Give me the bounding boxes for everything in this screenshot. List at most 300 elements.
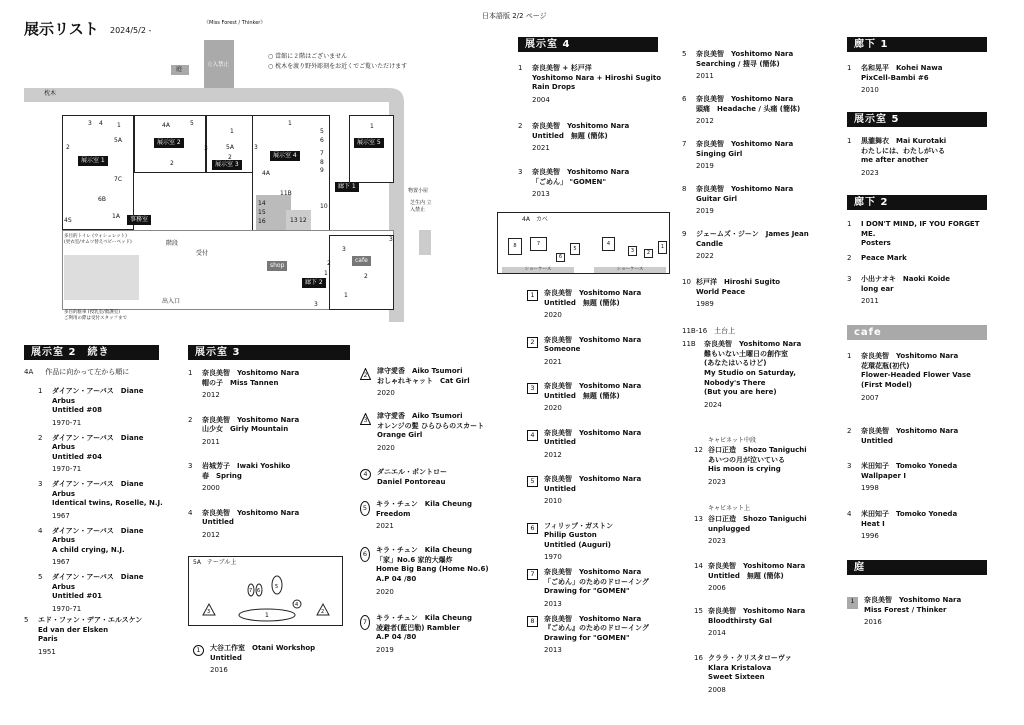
exhibit-title: Freedom [376, 509, 411, 518]
exhibit-title: A child crying, N.J. [52, 545, 125, 554]
exhibit-title: unplugged [708, 524, 751, 533]
exhibit-entry [694, 607, 844, 639]
exhibit-title: Philip Guston Untitled (Auguri) [544, 531, 611, 549]
wall-item: 6 [556, 253, 565, 262]
exhibit-title: Untitled 無題 (簡体) [708, 571, 784, 580]
room2-sub [24, 368, 129, 378]
exhibit-year: 2010 [544, 497, 562, 506]
map-num: 2 [228, 154, 232, 161]
exhibit-artist: 杉戸洋 Hiroshi Sugito [696, 278, 781, 286]
exhibit-year: 2019 [376, 645, 394, 654]
exhibit-title: Candle [696, 239, 724, 248]
map-num: 1 [117, 122, 121, 129]
map-tachi-kinshi: 立入禁止 [207, 62, 230, 68]
wall-item: 7 [530, 237, 547, 251]
exhibit-marker-sq: 4 [527, 430, 538, 441]
exhibit-artist: ジェームズ・ジーン James Jean [696, 230, 809, 238]
map-label-store-note: 芝生内 立入禁止 [410, 200, 432, 213]
map-num: 11B [280, 190, 292, 197]
exhibit-entry [38, 434, 168, 476]
exhibit-title: 春 Spring [202, 471, 242, 480]
exhibit-entry [847, 510, 987, 542]
exhibit-artist: 黒瀧舞衣 Mai Kurotaki [861, 137, 947, 145]
room3-header: 展示室 3 [188, 345, 350, 360]
exhibit-body [696, 140, 832, 172]
exhibit-entry [527, 522, 667, 564]
exhibit-number: 1 [847, 64, 852, 72]
exhibit-number: 14 [694, 562, 703, 570]
exhibit-year: 2012 [202, 530, 220, 539]
exhibit-artist: キラ・チュン Kila Cheung [376, 546, 473, 554]
exhibit-year: 1951 [38, 647, 56, 656]
svg-text:2: 2 [321, 609, 325, 615]
map-num: 2 [66, 144, 70, 151]
exhibit-number: 1 [847, 352, 852, 360]
room5-header: 展示室 5 [847, 112, 987, 127]
exhibit-title: Daniel Pontoreau [377, 477, 446, 486]
exhibit-number: 11B [682, 340, 696, 348]
exhibit-title: Untitled [861, 436, 893, 445]
exhibit-title: Heat I [861, 519, 885, 528]
exhibit-artist: キラ・チュン Kila Cheung [376, 614, 473, 622]
exhibit-body [377, 412, 490, 454]
exhibit-marker-sq: 8 [527, 616, 538, 627]
exhibit-year: 2019 [696, 207, 714, 216]
map-num: 3 [88, 120, 92, 127]
exhibit-entry [518, 64, 668, 106]
showcase-left: ショーケース [502, 267, 574, 273]
svg-text:6: 6 [257, 588, 261, 594]
exhibit-title: 頭痛 Headache / 头痛 (簡体) [696, 104, 801, 113]
cabinet-middle-label: キャビネット中段 [708, 437, 757, 444]
exhibit-body [377, 367, 490, 399]
exhibit-number: 7 [682, 140, 687, 148]
exhibit-artist: 奈良美智 Yoshitomo Nara [532, 122, 630, 130]
exhibit-body [544, 382, 667, 414]
exhibit-body [861, 220, 987, 249]
exhibit-entry [188, 369, 338, 401]
exhibit-body [376, 546, 490, 597]
map-num: 2 [170, 160, 174, 167]
exhibit-artist: 奈良美智 Yoshitomo Nara [202, 415, 300, 424]
exhibit-entry [682, 230, 832, 262]
svg-text:3: 3 [207, 609, 211, 615]
exhibit-marker-sq: 6 [527, 523, 538, 534]
exhibit-body [708, 562, 844, 594]
exhibit-artist: 奈良美智 Yoshitomo Nara [202, 508, 300, 517]
room2-sub-note: 作品に向かって左から順に [45, 368, 130, 376]
exhibit-body [532, 122, 668, 154]
exhibit-artist: 奈良美智 Yoshitomo Nara [202, 369, 300, 377]
exhibit-number: 5 [682, 50, 687, 58]
exhibit-artist: 奈良美智 Yoshitomo Nara [704, 340, 802, 348]
exhibit-entry [360, 367, 490, 399]
map-num: 4 [99, 120, 103, 127]
exhibit-entry [682, 95, 832, 127]
exhibit-title: Ed van der Elsken [38, 625, 109, 634]
exhibit-year: 1967 [52, 511, 70, 520]
exhibit-entry [847, 137, 987, 179]
exhibit-entry [193, 644, 343, 676]
exhibit-title: World Peace [696, 287, 746, 296]
map-label-office: 事務室 [127, 215, 151, 225]
map-label-stairs: 階段 [166, 240, 179, 247]
exhibit-body [544, 429, 667, 461]
exhibit-artist: 岩城芳子 Iwaki Yoshiko [202, 462, 291, 470]
exhibit-number: 8 [682, 185, 687, 193]
map-num: 1 [230, 128, 234, 135]
exhibit-entry [682, 278, 832, 310]
map-num: 5 [190, 120, 194, 127]
exhibit-title: Wallpaper I [861, 471, 906, 480]
exhibit-artist: 谷口正造 Shozo Taniguchi [708, 515, 807, 523]
exhibit-title: Yoshitomo Nara + Hiroshi Sugito Rain Drops [532, 73, 662, 92]
page-title: 展示リスト [24, 20, 99, 38]
exhibit-artist: 奈良美智 Yoshitomo Nara [544, 475, 642, 483]
exhibit-entry [518, 168, 668, 200]
exhibit-year: 1970 [544, 553, 562, 562]
map-num: 15 [258, 209, 266, 216]
map-cafe-area [329, 235, 394, 310]
exhibit-body [52, 527, 168, 569]
exhibit-body [708, 515, 844, 547]
map-num: 10 [320, 203, 328, 210]
exhibit-body [532, 64, 668, 106]
exhibit-entry [38, 573, 168, 615]
exhibit-title: Singing Girl [696, 149, 743, 158]
exhibit-artist: 奈良美智 Yoshitomo Nara [544, 428, 642, 437]
exhibit-title: Identical twins, Roselle, N.J. [52, 499, 163, 508]
exhibit-artist: 奈良美智 Yoshitomo Nara [696, 95, 794, 103]
map-num: 7 [320, 150, 324, 157]
map-num: 14 [258, 200, 266, 207]
section-11b-16: 11B-16 土台上 [682, 327, 736, 335]
exhibit-entry [694, 654, 844, 696]
exhibit-entry [527, 429, 667, 461]
map-label-store: 物置小屋 [408, 188, 429, 194]
map-num: 3 [314, 301, 318, 308]
cabinet-top-label: キャビネット上 [708, 505, 751, 512]
exhibit-entry [527, 615, 667, 657]
date-range: 2024/5/2 - [110, 26, 152, 35]
exhibit-marker-circ: 1 [193, 645, 204, 656]
map-num: 7C [114, 176, 123, 183]
exhibit-year: 2016 [864, 618, 882, 627]
map-num: 2 [327, 260, 331, 267]
exhibit-title: Klara Kristalova Sweet Sixteen [708, 663, 772, 682]
exhibit-body [544, 615, 667, 657]
map-num: 4A [162, 122, 170, 129]
map-note-1: ○ 當館に２階はございません [268, 53, 348, 60]
exhibit-number: 3 [38, 480, 43, 488]
exhibit-year: 2000 [202, 484, 220, 493]
exhibit-entry [360, 468, 490, 487]
svg-text:5: 5 [275, 584, 279, 590]
table-5a-shapes [189, 557, 344, 627]
exhibit-year: 2013 [544, 646, 562, 655]
exhibit-number: 3 [188, 462, 193, 470]
exhibit-title: Paris [38, 635, 58, 644]
exhibit-entry [527, 475, 667, 507]
exhibit-artist: ダニエル・ポントロー [377, 468, 447, 476]
exhibit-title: Untitled 無題 (簡体) [532, 131, 608, 140]
exhibit-title: Guitar Girl [696, 194, 738, 203]
exhibit-artist: 奈良美智 Yoshitomo Nara [696, 140, 794, 148]
wall-item: 8 [508, 238, 522, 255]
exhibit-entry [694, 446, 844, 488]
map-label-room3: 展示室 3 [212, 160, 242, 170]
exhibit-entry [360, 412, 490, 454]
exhibit-body [704, 340, 842, 411]
exhibit-entry [360, 546, 490, 597]
exhibit-number: 2 [847, 254, 852, 262]
exhibit-body [202, 509, 338, 541]
exhibit-number: 2 [847, 427, 852, 435]
corridor1-header: 廊下 1 [847, 37, 987, 52]
exhibit-year: 2008 [708, 685, 726, 694]
exhibit-year: 2021 [376, 522, 394, 531]
exhibit-artist: 奈良美智 + 杉戸洋 [532, 64, 592, 72]
exhibit-title: わたしには、わたしがいる me after another [861, 146, 945, 165]
exhibit-number: 15 [694, 607, 703, 615]
exhibit-artist: 奈良美智 Yoshitomo Nara [864, 596, 962, 604]
exhibit-title: オレンジの髪 ひらひらのスカート Orange Girl [377, 421, 485, 440]
exhibit-title: Untitled [544, 438, 576, 447]
exhibit-number: 2 [188, 415, 193, 424]
map-num: 1A [112, 213, 120, 220]
map-niwa: 庭 [176, 66, 183, 73]
floor-map [24, 20, 434, 340]
exhibit-title: Someone [544, 345, 581, 354]
map-label-reception: 受付 [196, 250, 209, 257]
exhibit-marker-ell: 7 [360, 615, 370, 630]
exhibit-year: 2021 [544, 357, 562, 366]
exhibit-number: 2 [38, 433, 43, 442]
exhibit-artist: キラ・チュン Kila Cheung [376, 500, 473, 508]
exhibit-entry [694, 515, 844, 547]
exhibit-body [696, 278, 832, 310]
map-label-corr2: 廊下 2 [302, 278, 326, 288]
exhibit-year: 2011 [861, 297, 879, 306]
exhibit-body [861, 462, 987, 494]
map-num: 3 [204, 145, 208, 152]
exhibit-entry [527, 336, 667, 368]
wall-item: 2 [644, 249, 653, 258]
exhibit-title: Untitled [202, 518, 234, 527]
exhibit-body [52, 387, 168, 429]
exhibit-year: 1996 [861, 532, 879, 541]
map-label-shop: shop [267, 261, 287, 271]
exhibit-artist: 津守愛香 Aiko Tsumori [377, 367, 463, 375]
exhibit-entry [188, 462, 338, 494]
exhibit-number: 1 [188, 369, 193, 377]
table-5a-label: 5A テーブル上 [193, 559, 237, 566]
exhibit-artist: 奈良美智 Yoshitomo Nara [861, 352, 959, 360]
exhibit-body [861, 275, 987, 307]
exhibit-entry [847, 462, 987, 494]
exhibit-body [861, 352, 987, 403]
map-num: 12 [299, 217, 307, 224]
map-label-room4: 展示室 4 [270, 151, 300, 161]
map-num: 1 [288, 120, 292, 127]
exhibit-artist: 名和晃平 Kohei Nawa [861, 64, 943, 72]
exhibit-marker-sq: 1 [527, 290, 538, 301]
exhibit-title: I DON'T MIND, IF YOU FORGET ME. Posters [861, 220, 980, 248]
exhibit-year: 1970-71 [52, 418, 82, 427]
exhibit-number: 9 [682, 230, 687, 238]
exhibit-entry [847, 254, 987, 264]
wall-item: 4 [602, 237, 615, 251]
exhibit-number: 5 [24, 616, 29, 624]
exhibit-entry [188, 416, 338, 448]
exhibit-number: 4 [38, 526, 43, 535]
exhibit-number: 2 [518, 122, 523, 130]
exhibit-year: 2023 [708, 477, 726, 486]
map-num: 16 [258, 218, 266, 225]
exhibit-artist: 米田知子 Tomoko Yoneda [861, 462, 958, 470]
exhibit-title: Untitled [544, 484, 576, 493]
exhibit-title: PixCell-Bambi #6 [861, 73, 929, 82]
exhibit-year: 2020 [377, 389, 395, 398]
exhibit-number: 10 [682, 278, 691, 286]
exhibit-body [38, 616, 169, 658]
map-toilet-area [64, 255, 139, 300]
exhibit-number: 4 [188, 508, 193, 517]
page-indicator: 日本語版 2/2 ページ [482, 12, 547, 20]
exhibit-body [544, 289, 667, 321]
exhibit-number: 2 [363, 372, 368, 379]
exhibit-artist: ダイアン・アーバス Diane Arbus [52, 480, 144, 498]
exhibit-number: 1 [847, 137, 852, 145]
exhibit-entry [847, 220, 987, 249]
room2-header: 展示室 2 続き [24, 345, 159, 360]
map-num: 8 [320, 159, 324, 166]
exhibit-entry [38, 527, 168, 569]
map-num: 3 [389, 236, 393, 243]
exhibit-number: 6 [682, 95, 687, 103]
map-room-1 [62, 115, 134, 230]
exhibit-entry [38, 480, 168, 522]
map-num: 4A [262, 170, 270, 177]
exhibit-artist: ダイアン・アーバス Diane Arbus [52, 387, 144, 405]
map-label-room2: 展示室 2 [154, 138, 184, 148]
exhibit-marker-tri grey: 1 [847, 597, 858, 609]
map-label-room5: 展示室 5 [354, 138, 384, 148]
exhibit-body [544, 522, 667, 564]
exhibit-title: あいつの月が泣いている His moon is crying [708, 455, 785, 474]
svg-text:1: 1 [265, 612, 269, 619]
exhibit-year: 2020 [377, 443, 395, 452]
cafe-header: cafe [847, 325, 987, 340]
exhibit-artist: 奈良美智 Yoshitomo Nara [532, 168, 630, 176]
exhibit-entry [527, 382, 667, 414]
exhibit-artist: フィリップ・ガストン [544, 521, 614, 530]
exhibit-title: 凌避者(藍巴勒) Rambler A.P 04 /80 [376, 623, 460, 642]
map-label-cafe: cafe [352, 256, 371, 266]
exhibit-year: 1967 [52, 558, 70, 567]
exhibit-year: 2012 [202, 391, 220, 400]
wall-item: 1 [658, 241, 667, 254]
exhibit-artist: 奈良美智 Yoshitomo Nara [861, 427, 959, 435]
exhibit-artist: 谷口正造 Shozo Taniguchi [708, 446, 807, 454]
exhibit-marker-tri [360, 368, 371, 380]
exhibit-body [202, 416, 338, 448]
showcase-right: ショーケース [594, 267, 666, 273]
exhibit-entry [527, 289, 667, 321]
exhibit-body [696, 95, 832, 127]
svg-text:7: 7 [249, 588, 253, 594]
exhibit-year: 2007 [861, 393, 879, 402]
map-label-parking: 多目的駐車 (授乳室/救護室) ご利用の際は受付スタッフまで [64, 310, 127, 322]
exhibit-entry [847, 427, 987, 446]
exhibit-artist: 大谷工作室 Otani Workshop [210, 644, 316, 652]
exhibit-year: 2023 [708, 537, 726, 546]
exhibit-entry [847, 596, 987, 628]
map-kura: 枕木 [44, 90, 57, 97]
map-label-corr1: 廊下 1 [335, 182, 359, 192]
exhibit-title: Untitled #08 [52, 406, 102, 415]
exhibit-body [52, 573, 168, 615]
exhibit-entry [682, 185, 832, 217]
exhibit-artist: 奈良美智 Yoshitomo Nara [544, 335, 642, 344]
exhibit-title: 「ごめん」 "GOMEN" [532, 177, 607, 186]
map-label-room1: 展示室 1 [78, 156, 108, 166]
exhibit-artist: 奈良美智 Yoshitomo Nara [544, 382, 642, 390]
exhibit-year: 2020 [544, 404, 562, 413]
exhibit-entry [847, 352, 987, 403]
exhibit-number: 5 [38, 573, 43, 581]
exhibit-entry [682, 340, 842, 411]
exhibit-number: 1 [38, 387, 43, 395]
exhibit-body [696, 230, 832, 262]
exhibit-entry [682, 50, 832, 82]
exhibit-number: 3 [847, 462, 852, 470]
exhibit-title: 花環花瓶(初代) Flower-Headed Flower Vase (First Model) [861, 361, 971, 389]
exhibit-body [532, 168, 668, 200]
map-label-entrance: 出入口 [162, 298, 181, 305]
exhibit-title: Bloodthirsty Gal [708, 616, 772, 625]
exhibit-title: Peace Mark [861, 254, 907, 262]
exhibit-marker-circ: 4 [360, 469, 371, 480]
map-num: 5A [226, 144, 234, 151]
exhibit-year: 2013 [544, 599, 562, 608]
exhibit-number: 12 [694, 446, 703, 454]
corridor2-header: 廊下 2 [847, 195, 987, 210]
exhibit-body [202, 462, 338, 494]
exhibit-title: Untitled 無題 (簡体) [544, 391, 620, 400]
exhibit-body [52, 480, 168, 522]
exhibit-title: Untitled #04 [52, 452, 102, 461]
exhibit-body [376, 500, 490, 532]
exhibit-body [544, 336, 667, 368]
map-num: 6 [320, 137, 324, 144]
exhibit-number: 4 [847, 510, 852, 518]
exhibit-body [696, 50, 832, 82]
exhibit-entry [682, 140, 832, 172]
exhibit-number: 3 [518, 168, 523, 176]
wall-4a-label: 4A カベ [522, 216, 548, 223]
exhibit-artist: 米田知子 Tomoko Yoneda [861, 510, 958, 518]
room2-sub-num: 4A [24, 368, 34, 376]
exhibit-entry [38, 387, 168, 429]
exhibit-body [544, 475, 667, 507]
exhibit-entry [847, 64, 987, 96]
exhibit-title: Untitled 無題 (簡体) [544, 298, 620, 307]
exhibit-body [544, 568, 667, 610]
map-num: 1 [344, 292, 348, 299]
exhibit-body [52, 434, 168, 476]
exhibit-body [377, 468, 490, 487]
